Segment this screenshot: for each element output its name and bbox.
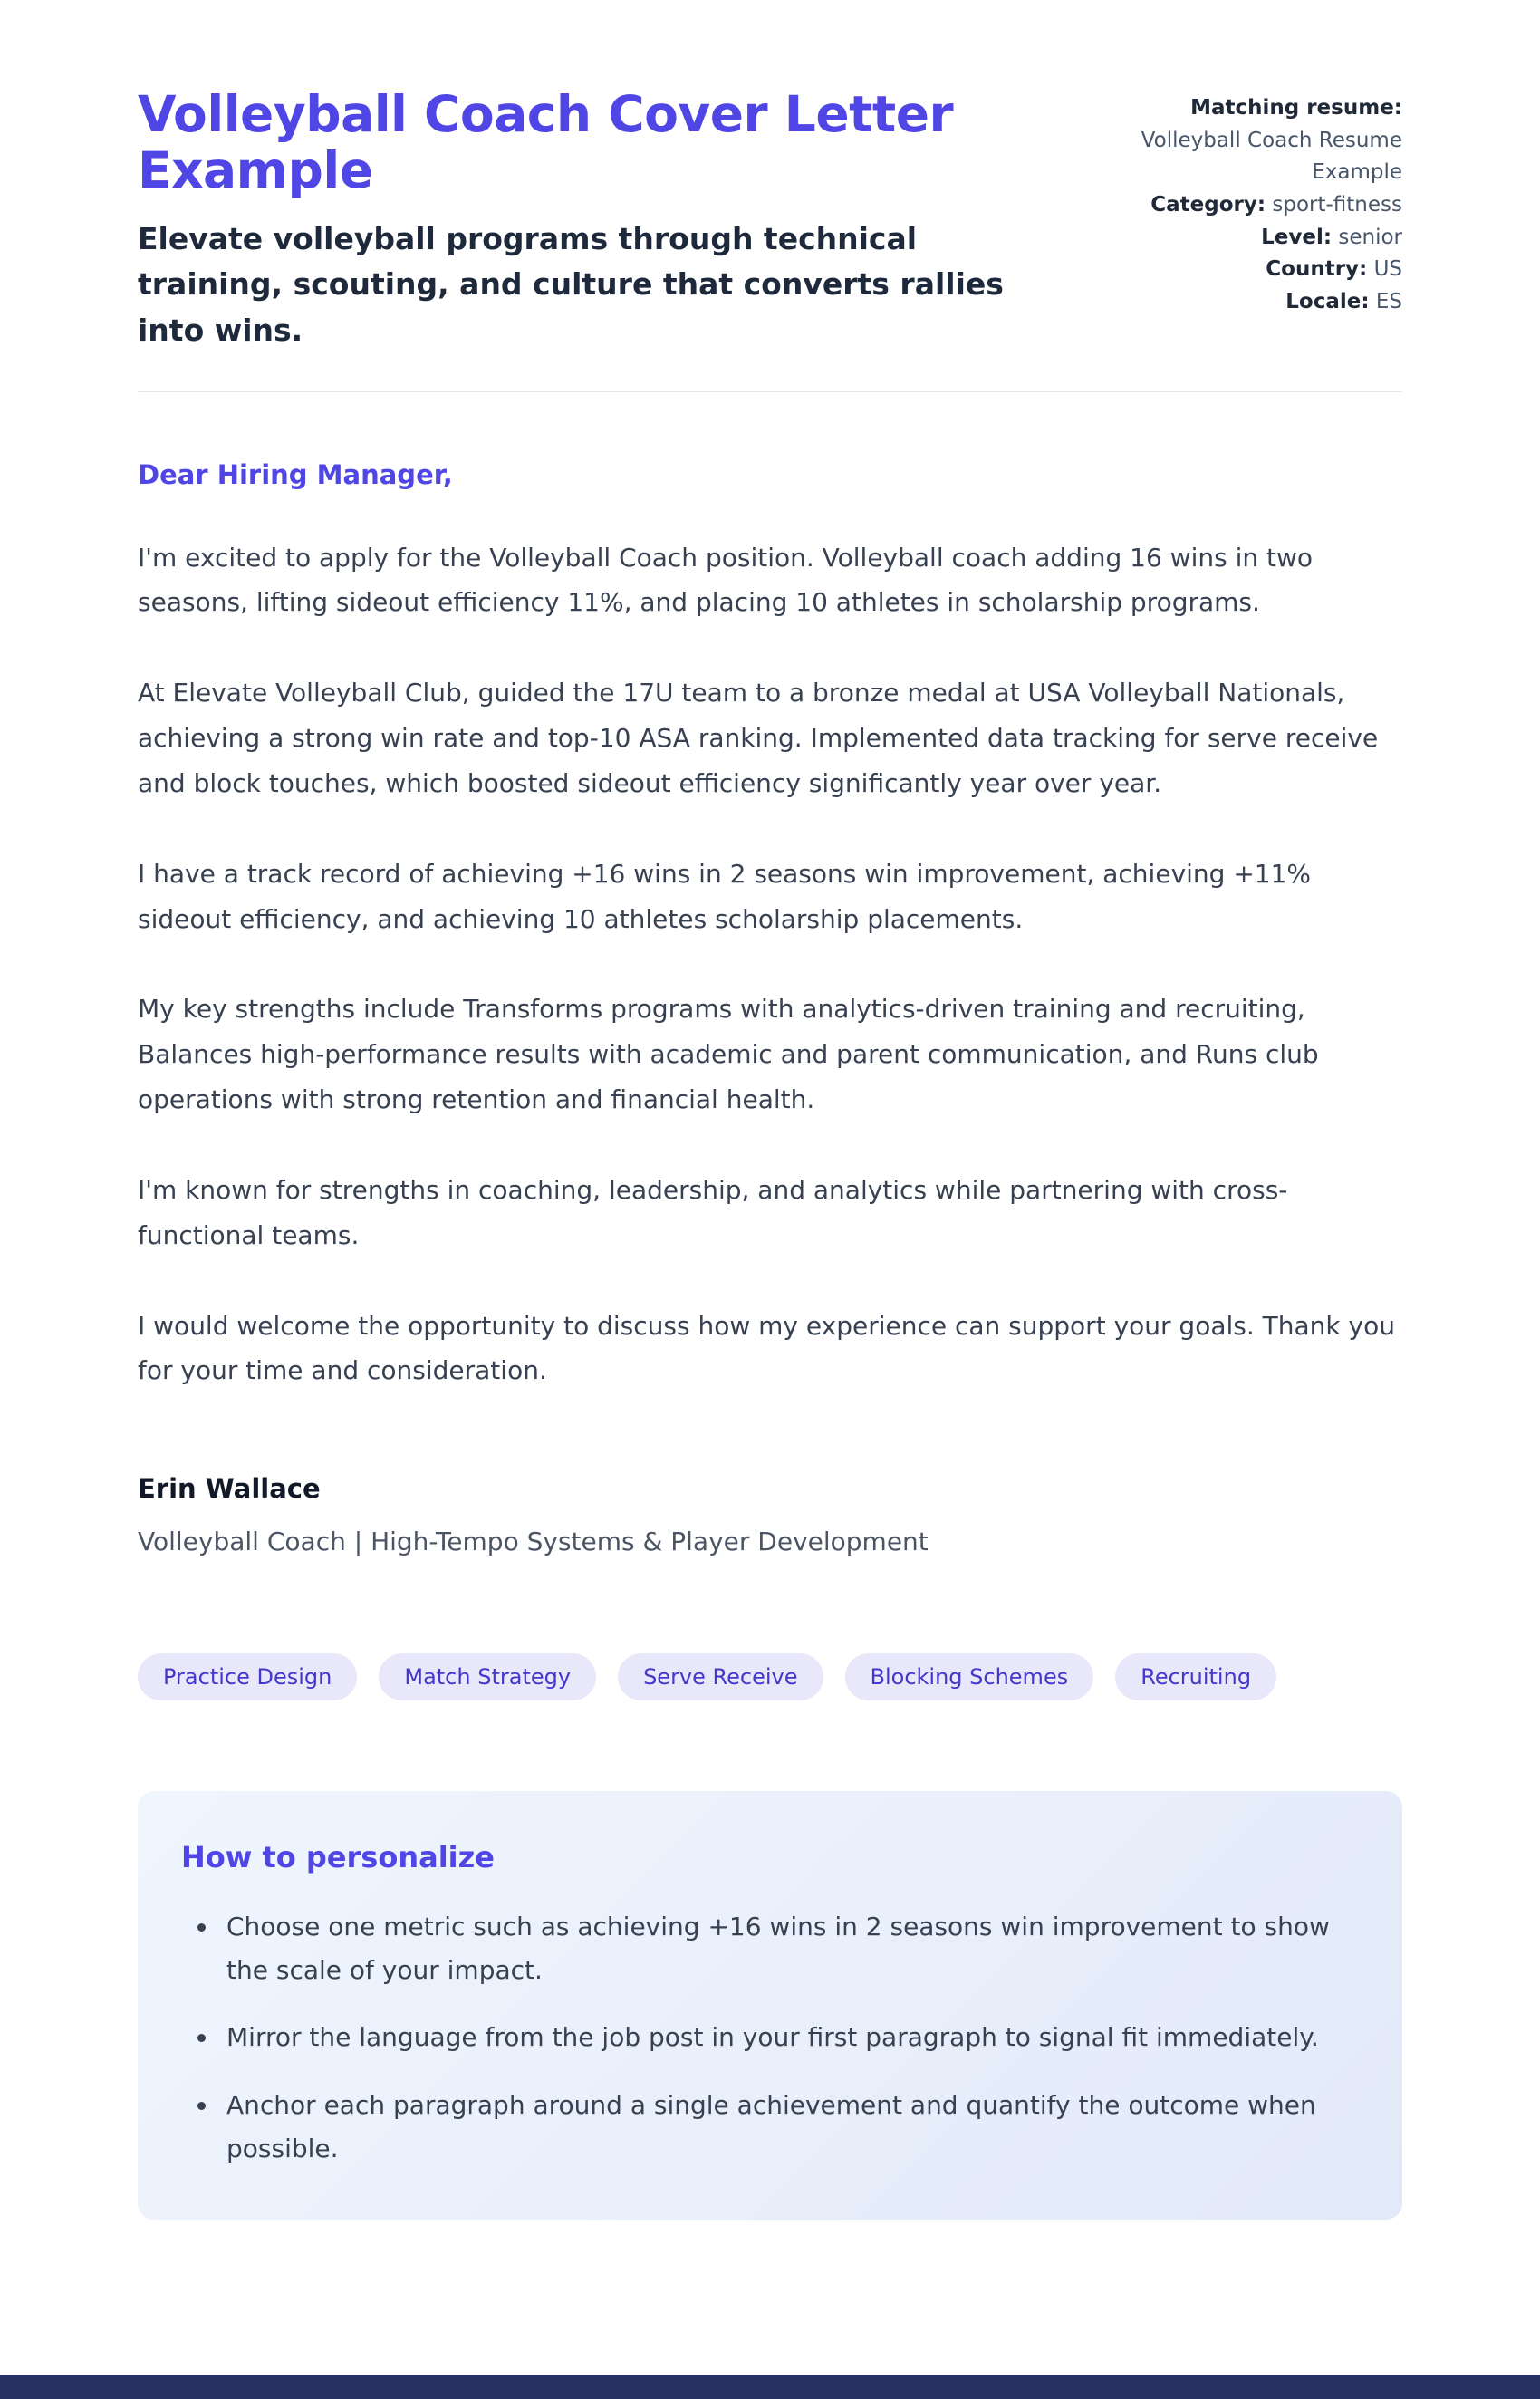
tag-blocking-schemes: Blocking Schemes — [845, 1653, 1094, 1700]
resume-meta-panel — [1121, 87, 1402, 318]
tag-recruiting: Recruiting — [1115, 1653, 1276, 1700]
tag-serve-receive: Serve Receive — [618, 1653, 823, 1700]
meta-value-locale: ES — [1375, 289, 1402, 313]
personalize-tip-list — [181, 1905, 1348, 2171]
footer-bar — [0, 2375, 1540, 2399]
signature-name: Erin Wallace — [138, 1473, 321, 1505]
meta-value-matching-resume: Volleyball Coach Resume Example — [1141, 128, 1402, 185]
personalize-card — [138, 1791, 1402, 2220]
personalize-tip-2: • Mirror the language from the job post in your first paragraph to signal fit immediately. — [219, 2016, 1348, 2059]
tag-practice-design: Practice Design — [138, 1653, 357, 1700]
letter-paragraph-6: I would welcome the opportunity to discuss how my experience can support your goals. Thank you for your time and consideration. — [138, 1310, 1395, 1386]
page-subtitle: Elevate volleyball programs through technical training, scouting, and culture that converts rallies into wins. — [138, 221, 1004, 348]
cover-letter-body — [138, 459, 1402, 1563]
letter-paragraph-1: I'm excited to apply for the Volleyball Coach position. Volleyball coach adding 16 wins in two seasons, lifting sideout efficiency 11%, and placing 10 athletes in scholarship programs. — [138, 542, 1314, 618]
salutation: Dear Hiring Manager, — [138, 458, 453, 490]
meta-label-country: Country: — [1266, 257, 1368, 282]
header-text-block — [138, 87, 1053, 353]
letter-paragraph-5: I'm known for strengths in coaching, leadership, and analytics while partnering with cross-functional teams. — [138, 1174, 1288, 1250]
header — [138, 87, 1402, 353]
meta-value-level: senior — [1338, 225, 1402, 249]
meta-row-matching-resume — [1121, 92, 1402, 189]
meta-row-level — [1121, 222, 1402, 255]
personalize-heading: How to personalize — [181, 1840, 495, 1875]
meta-label-locale: Locale: — [1285, 289, 1370, 313]
meta-value-country: US — [1373, 257, 1402, 282]
page-title: Volleyball Coach Cover Letter Example — [138, 85, 954, 199]
letter-paragraph-4: My key strengths include Transforms programs with analytics-driven training and recruiting, Balances high-performance results with academic and parent communication, and Runs club operations with strong retention and financial health. — [138, 994, 1319, 1115]
meta-row-category — [1121, 189, 1402, 222]
skill-tag-list — [138, 1653, 1402, 1700]
personalize-tip-1: • Choose one metric such as achieving +16 wins in 2 seasons win improvement to show the scale of your impact. — [219, 1905, 1348, 1992]
meta-label-matching-resume: Matching resume: — [1190, 96, 1402, 120]
letter-paragraph-3: I have a track record of achieving +16 wins in 2 seasons win improvement, achieving +11% sideout efficiency, and achieving 10 athletes scholarship placements. — [138, 858, 1312, 934]
meta-label-category: Category: — [1150, 192, 1266, 217]
meta-value-category: sport-fitness — [1272, 192, 1402, 217]
tag-match-strategy: Match Strategy — [379, 1653, 596, 1700]
signature-title: Volleyball Coach | High-Tempo Systems & Player Development — [138, 1527, 929, 1557]
header-divider — [138, 391, 1402, 392]
meta-label-level: Level: — [1261, 225, 1333, 249]
meta-row-locale — [1121, 286, 1402, 319]
letter-paragraph-2: At Elevate Volleyball Club, guided the 17U team to a bronze medal at USA Volleyball Nationals, achieving a strong win rate and top-10 ASA ranking. Implemented data tracking for serve receive and block touches, which boosted sideout efficiency significantly year over year. — [138, 678, 1379, 798]
meta-row-country — [1121, 254, 1402, 286]
personalize-tip-3: • Anchor each paragraph around a single achievement and quantify the outcome when possible. — [219, 2084, 1348, 2171]
content-container — [138, 0, 1402, 2220]
